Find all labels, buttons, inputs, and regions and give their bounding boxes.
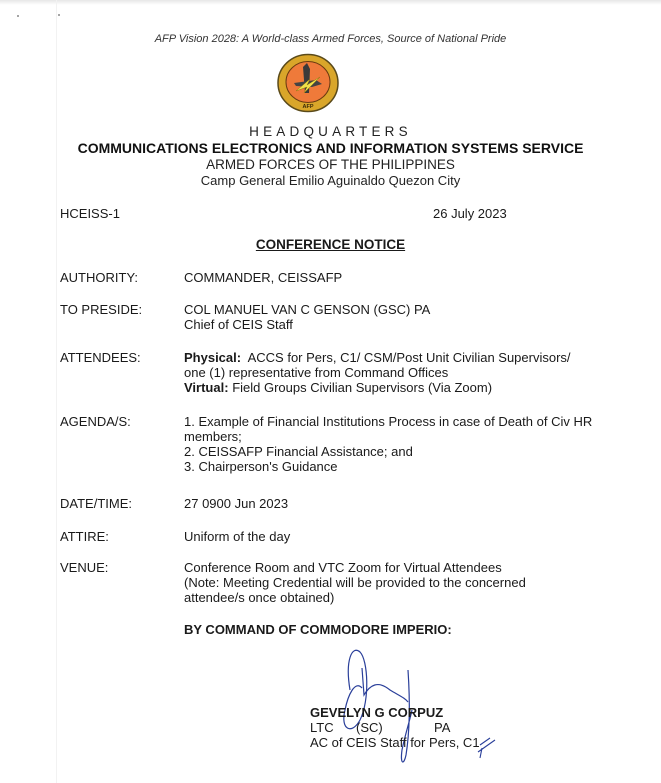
preside-name: COL MANUEL VAN C GENSON (GSC) PA: [184, 302, 431, 317]
agenda-item: 2. CEISSAFP Financial Assistance; and: [184, 444, 413, 459]
unit-name: COMMUNICATIONS ELECTRONICS AND INFORMATION SYSTEMS SERVICE: [77, 140, 584, 156]
document-date: 26 July 2023: [433, 206, 507, 221]
by-command-line: BY COMMAND OF COMMODORE IMPERIO:: [184, 622, 452, 637]
reference-code: HCEISS-1: [60, 206, 120, 221]
agenda-item: 1. Example of Financial Institutions Process in case of Death of Civ HR members;: [184, 414, 593, 444]
virtual-attendees: Field Groups Civilian Supervisors (Via Zoom): [232, 380, 493, 395]
agenda-item: 3. Chairperson's Guidance: [184, 459, 338, 474]
headquarters-heading: HEADQUARTERS: [249, 124, 412, 139]
signatory-rank: [310, 720, 480, 735]
agenda-label: AGENDA/S:: [60, 414, 131, 429]
rank-pa: PA: [434, 720, 451, 735]
scan-speck: [17, 15, 19, 17]
attire-label: ATTIRE:: [60, 529, 109, 544]
venue-value: Conference Room and VTC Zoom for Virtual Attendees: [184, 560, 502, 575]
attire-value: Uniform of the day: [184, 529, 291, 544]
physical-attendees: ACCS for Pers, C1/ CSM/Post Unit Civilian Supervisors/ one (1) representative from Command Offices: [184, 350, 571, 380]
attendees-label: ATTENDEES:: [60, 350, 141, 365]
signature-block: [310, 705, 480, 750]
rank-sc: (SC): [356, 720, 383, 735]
venue-note: (Note: Meeting Credential will be provided to the concerned attendee/s once obtained): [184, 575, 526, 605]
page-margin-line: [56, 0, 57, 783]
authority-label: AUTHORITY:: [60, 270, 139, 285]
scan-speck: [58, 14, 60, 16]
signatory-position: AC of CEIS Staff for Pers, C1: [310, 735, 480, 750]
svg-text:AFP: AFP: [302, 104, 314, 110]
virtual-label: Virtual:: [184, 380, 229, 395]
datetime-value: 27 0900 Jun 2023: [184, 496, 289, 511]
vision-statement: AFP Vision 2028: A World-class Armed Forces, Source of National Pride: [154, 33, 507, 45]
preside-label: TO PRESIDE:: [60, 302, 143, 317]
document-title: CONFERENCE NOTICE: [255, 237, 406, 252]
service-name: ARMED FORCES OF THE PHILIPPINES: [206, 157, 455, 172]
physical-label: Physical:: [184, 350, 242, 365]
rank-ltc: LTC: [310, 720, 334, 735]
page-top-shadow: [0, 0, 661, 5]
datetime-label: DATE/TIME:: [60, 496, 132, 511]
preside-position: Chief of CEIS Staff: [184, 317, 293, 332]
authority-value: COMMANDER, CEISSAFP: [184, 270, 343, 285]
venue-label: VENUE:: [60, 560, 109, 575]
ceissafp-seal-icon: [276, 53, 340, 113]
signatory-name: GEVELYN G CORPUZ: [310, 705, 444, 720]
location: Camp General Emilio Aguinaldo Quezon City: [200, 173, 461, 188]
